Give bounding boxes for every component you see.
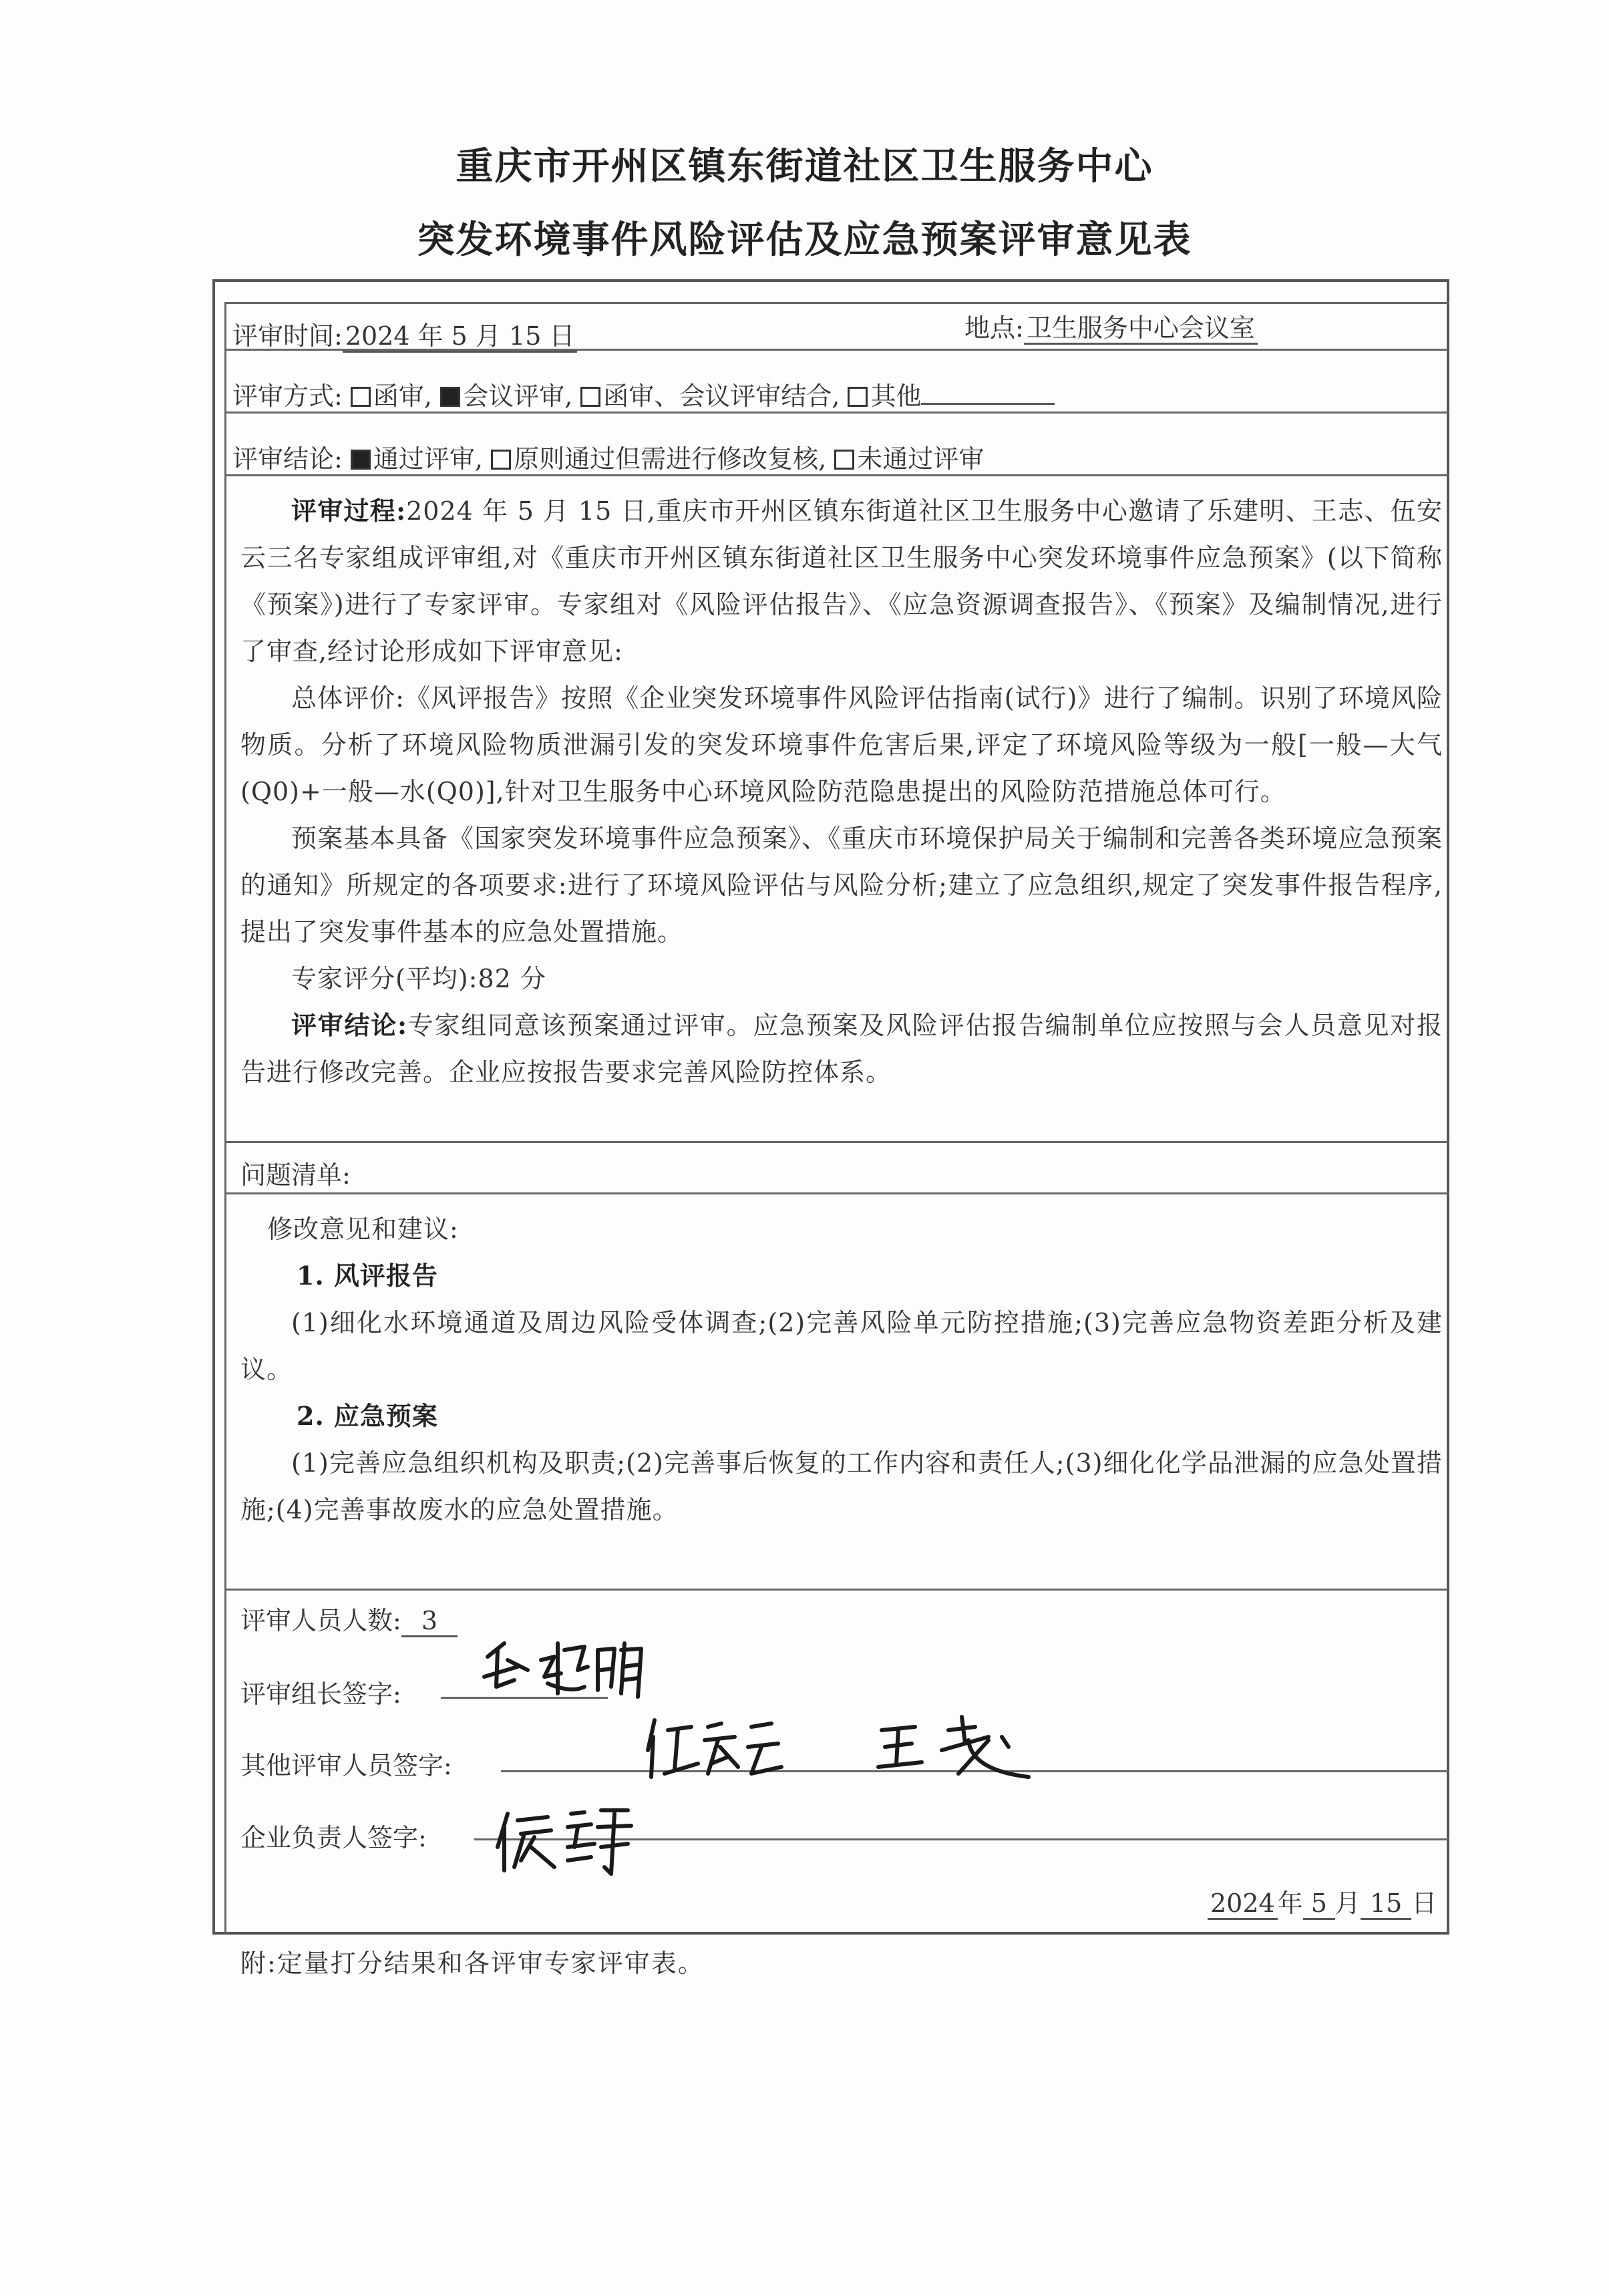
document-subtitle: 突发环境事件风险评估及应急预案评审意见表: [417, 218, 1192, 262]
process-intro-text: 2024 年 5 月 15 日,重庆市开州区镇东街道社区卫生服务中心邀请了乐建明、王志、伍安云三名专家组成评审组,对《重庆市开州区镇东街道社区卫生服务中心突发环境事件应急预案》(以下简称《预案》)进行了专家评审。专家组对《风险评估报告》、《应急资源调查报告》、《预案》及编制情况,进行了审查,经讨论形成如下评审意见:: [240, 496, 1443, 666]
option-label: 原则通过但需进行修改复核,: [514, 444, 827, 474]
date-day-unit: 日: [1411, 1889, 1437, 1918]
checkbox-passed[interactable]: [351, 450, 371, 470]
issue-list-label: 问题清单:: [240, 1160, 351, 1190]
suggestions-section: [240, 1206, 1443, 1533]
review-conclusion-row: [232, 438, 984, 475]
review-time-value: 2024 年 5 月 15 日: [343, 321, 578, 353]
date-year-unit: 年: [1277, 1889, 1303, 1918]
review-place-row: [964, 307, 1258, 344]
reviewer-signature-2: [875, 1710, 1035, 1784]
date-day: 15: [1361, 1889, 1411, 1920]
checkbox-meeting-review[interactable]: [440, 387, 460, 407]
section-risk-report-text: (1)细化水环境通道及周边风险受体调查;(2)完善风险单元防控措施;(3)完善应急物资差距分析及建议。: [240, 1308, 1443, 1384]
date-month-unit: 月: [1334, 1889, 1361, 1918]
reviewer-signature-1: [641, 1710, 788, 1784]
suggestions-label: 修改意见和建议:: [267, 1214, 459, 1244]
overall-evaluation: 总体评价:《风评报告》按照《企业突发环境事件风险评估指南(试行)》进行了编制。识别了环境风险物质。分析了环境风险物质泄漏引发的突发环境事件危害后果,评定了环境风险等级为一般[一般—大气(Q0)+一般—水(Q0)],针对卫生服务中心环境风险防范隐患提出的风险防范措施总体可行。: [240, 683, 1443, 806]
divider: [224, 1589, 1449, 1591]
option-label: 会议评审,: [463, 381, 573, 411]
date-year: 2024: [1208, 1889, 1278, 1920]
review-process-section: [240, 488, 1443, 1096]
option-label: 通过评审,: [373, 444, 483, 474]
review-time-row: [232, 315, 577, 352]
company-signature-label: 企业负责人签字:: [240, 1823, 427, 1852]
sign-date: [1208, 1882, 1437, 1919]
section-risk-report-title: 1. 风评报告: [297, 1261, 438, 1291]
date-month: 5: [1303, 1889, 1335, 1920]
reviewer-count-value: 3: [401, 1606, 458, 1637]
form-inner-border: [224, 302, 226, 1933]
company-signature: [494, 1800, 641, 1880]
document-title: 重庆市开州区镇东街道社区卫生服务中心: [456, 145, 1153, 188]
review-place-value: 卫生服务中心会议室: [1024, 313, 1258, 345]
process-intro: [240, 488, 1443, 675]
checkbox-passed-with-revision[interactable]: [491, 450, 511, 470]
review-result: [240, 1002, 1443, 1096]
leader-signature-label: 评审组长签字:: [240, 1679, 401, 1709]
process-heading: 评审过程:: [291, 496, 407, 526]
divider: [224, 1141, 1449, 1143]
attachment-note: 附:定量打分结果和各评审专家评审表。: [240, 1949, 705, 1978]
expert-score: 专家评分(平均):82 分: [291, 964, 546, 993]
review-conclusion-label: 评审结论:: [232, 444, 343, 474]
option-label: 函审、会议评审结合,: [603, 381, 840, 411]
checkbox-other[interactable]: [848, 387, 868, 407]
checkbox-not-passed[interactable]: [834, 450, 854, 470]
reviewer-count-row: [240, 1600, 458, 1637]
divider: [224, 1192, 1449, 1194]
other-signatures-label: 其他评审人员签字:: [240, 1751, 452, 1780]
other-blank-line: [921, 380, 1055, 405]
reviewer-count-label: 评审人员人数:: [240, 1606, 401, 1635]
leader-signature: [478, 1630, 651, 1703]
review-method-row: [232, 375, 1055, 412]
section-plan-title: 2. 应急预案: [297, 1401, 438, 1431]
checkbox-combined-review[interactable]: [580, 387, 600, 407]
section-plan-text: (1)完善应急组织机构及职责;(2)完善事后恢复的工作内容和责任人;(3)细化化学品泄漏的应急处置措施;(4)完善事故废水的应急处置措施。: [240, 1448, 1443, 1524]
option-label: 其他: [870, 381, 922, 411]
checkbox-letter-review[interactable]: [351, 387, 371, 407]
review-method-label: 评审方式:: [232, 381, 343, 411]
divider: [224, 302, 1449, 304]
result-heading: 评审结论:: [291, 1010, 408, 1040]
review-place-label: 地点:: [964, 313, 1024, 343]
result-text: 专家组同意该预案通过评审。应急预案及风险评估报告编制单位应按照与会人员意见对报告进行修改完善。企业应按报告要求完善风险防控体系。: [240, 1011, 1443, 1087]
plan-evaluation: 预案基本具备《国家突发环境事件应急预案》、《重庆市环境保护局关于编制和完善各类环境应急预案的通知》所规定的各项要求:进行了环境风险评估与风险分析;建立了应急组织,规定了突发事件报告程序,提出了突发事件基本的应急处置措施。: [240, 824, 1443, 947]
option-label: 函审,: [373, 381, 432, 411]
option-label: 未通过评审: [857, 444, 985, 474]
review-time-label: 评审时间:: [232, 321, 343, 351]
